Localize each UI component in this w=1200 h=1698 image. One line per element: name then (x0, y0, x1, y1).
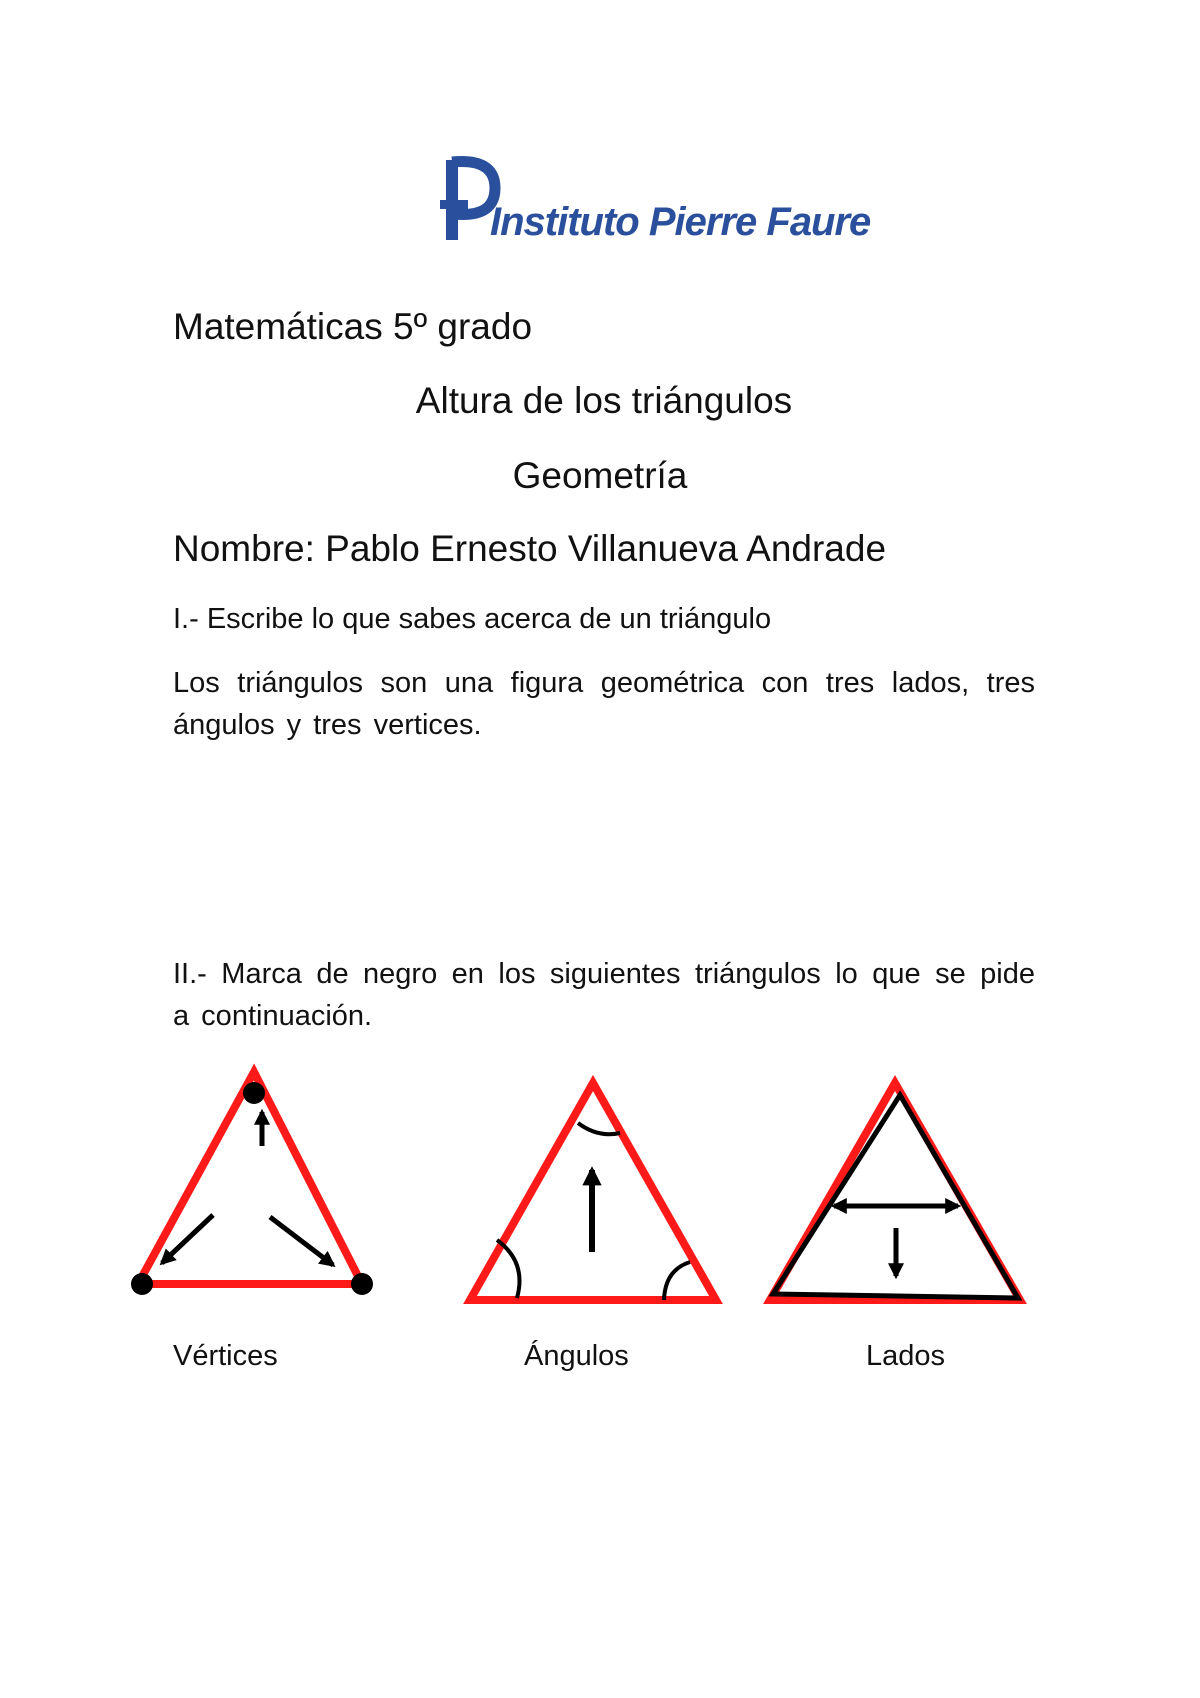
triangle-angles-icon (470, 1083, 716, 1300)
question-2: II.- Marca de negro en los siguientes triángulos lo que se pide a continuación. (173, 958, 1035, 1032)
caption-vertices: Vértices (173, 1340, 278, 1372)
triangle-sides-icon (770, 1083, 1020, 1300)
triangle-figures (0, 1040, 1200, 1380)
subject-heading: Matemáticas 5º grado (173, 306, 533, 347)
question-1: I.- Escribe lo que sabes acerca de un triángulo (173, 603, 772, 635)
page-title: Altura de los triángulos (415, 380, 793, 421)
triangle-vertices-icon (131, 1072, 373, 1295)
caption-sides: Lados (866, 1340, 946, 1372)
logo-text: Instituto Pierre Faure (490, 200, 871, 244)
student-name: Nombre: Pablo Ernesto Villanueva Andrade (173, 528, 887, 569)
answer-1: Los triángulos son una figura geométrica con tres lados, tres ángulos y tres vertices. (173, 667, 1035, 741)
branch-heading: Geometría (512, 455, 688, 496)
caption-angles: Ángulos (524, 1340, 629, 1372)
